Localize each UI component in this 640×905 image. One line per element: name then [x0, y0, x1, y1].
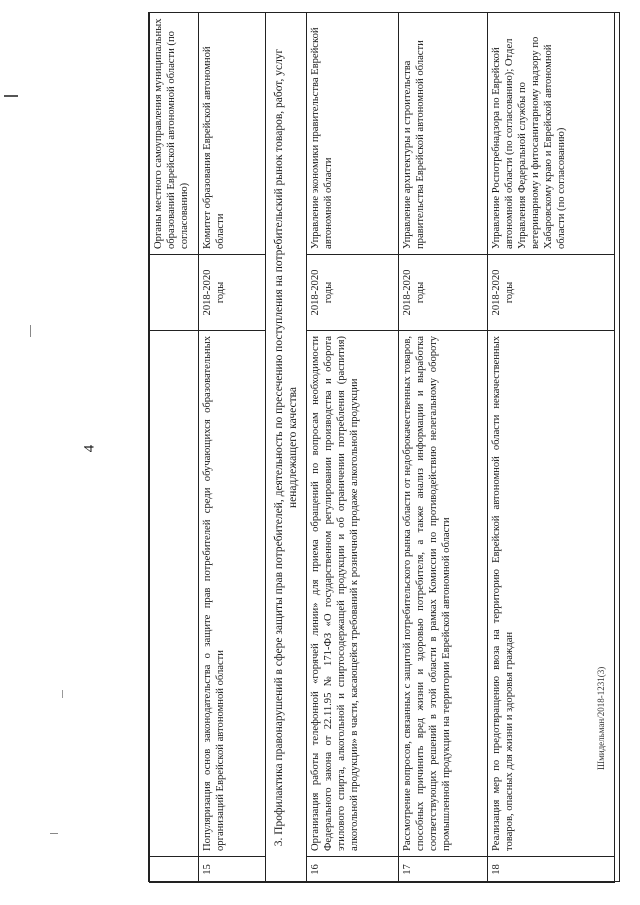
- scan-artifact: [50, 833, 58, 834]
- table-row: [399, 13, 488, 883]
- row-number: 15: [199, 857, 266, 883]
- section-heading-row: [266, 13, 307, 883]
- term-cell: 2018-2020 годы: [199, 255, 266, 331]
- activity-cell: Рассмотрение вопросов, связанных с защитой потребительского рынка области от недоброкачественных товаров, способных причинить вред жизни и здоровью потребителя, а также анализ информации и выработка соответствующих решений в этой области в рамках Комиссии по противодействию нелегальному обороту промышленной продукции на территории Еврейской автономной области: [399, 331, 488, 857]
- row-number: [150, 857, 199, 883]
- row-number: 17: [399, 857, 488, 883]
- term-cell: [150, 255, 199, 331]
- responsible-cell: Управление экономики правительства Еврейской автономной области: [307, 13, 399, 255]
- row-number: 16: [307, 857, 399, 883]
- scan-artifact: [4, 95, 18, 97]
- footer-note: Шмидельман/2018-1231(3): [596, 666, 606, 770]
- responsible-cell: Комитет образования Еврейской автономной области: [199, 13, 266, 255]
- scan-artifact: [30, 325, 31, 337]
- term-cell: 2018-2020 годы: [399, 255, 488, 331]
- table-row: [199, 13, 266, 883]
- row-number: 18: [488, 857, 615, 883]
- responsible-cell: Органы местного самоуправления муниципальных образований Еврейской автономной области (по согласованию): [150, 13, 199, 255]
- activity-cell: Организация работы телефонной «горячей линии» для приема обращений по вопросам необходимости Федерального закона от 22.11.95 № 171-ФЗ «О государственном регулировании производства и оборота этилового спирта, алкогольной и спиртосодержащей продукции и об ограничении потребления (распития) алкогольной продукции» в части, касающейся требований к розничной продаже алкогольной продукции: [307, 331, 399, 857]
- responsible-cell: Управление Роспотребнадзора по Еврейской автономной области (по согласованию); Отдел Управления Федеральной службы по ветеринарному и фитосанитарному надзору по Хабаровскому краю и Еврейской автономной области (по согласованию): [488, 13, 615, 255]
- activities-table: [149, 12, 615, 883]
- page-number: 4: [81, 444, 98, 453]
- rotated-table-frame: [148, 12, 620, 882]
- activity-cell: Популяризация основ законодательства о защите прав потребителей среди обучающихся образовательных организаций Еврейской автономной области: [199, 331, 266, 857]
- table-row: [150, 13, 199, 883]
- responsible-cell: Управление архитектуры и строительства правительства Еврейской автономной области: [399, 13, 488, 255]
- scan-artifact: [62, 690, 63, 698]
- term-cell: 2018-2020 годы: [307, 255, 399, 331]
- section-heading: 3. Профилактика правонарушений в сфере защиты прав потребителей, деятельность по пресечению поступления на потребительский рынок товаров, работ, услуг ненадлежащего качества: [266, 13, 307, 883]
- activity-cell: Реализация мер по предотвращению ввоза на территорию Еврейской автономной области некачественных товаров, опасных для жизни и здоровья граждан: [488, 331, 615, 857]
- term-cell: 2018-2020 годы: [488, 255, 615, 331]
- rotated-table-content: [149, 13, 621, 883]
- activity-cell: [150, 331, 199, 857]
- table-row: [307, 13, 399, 883]
